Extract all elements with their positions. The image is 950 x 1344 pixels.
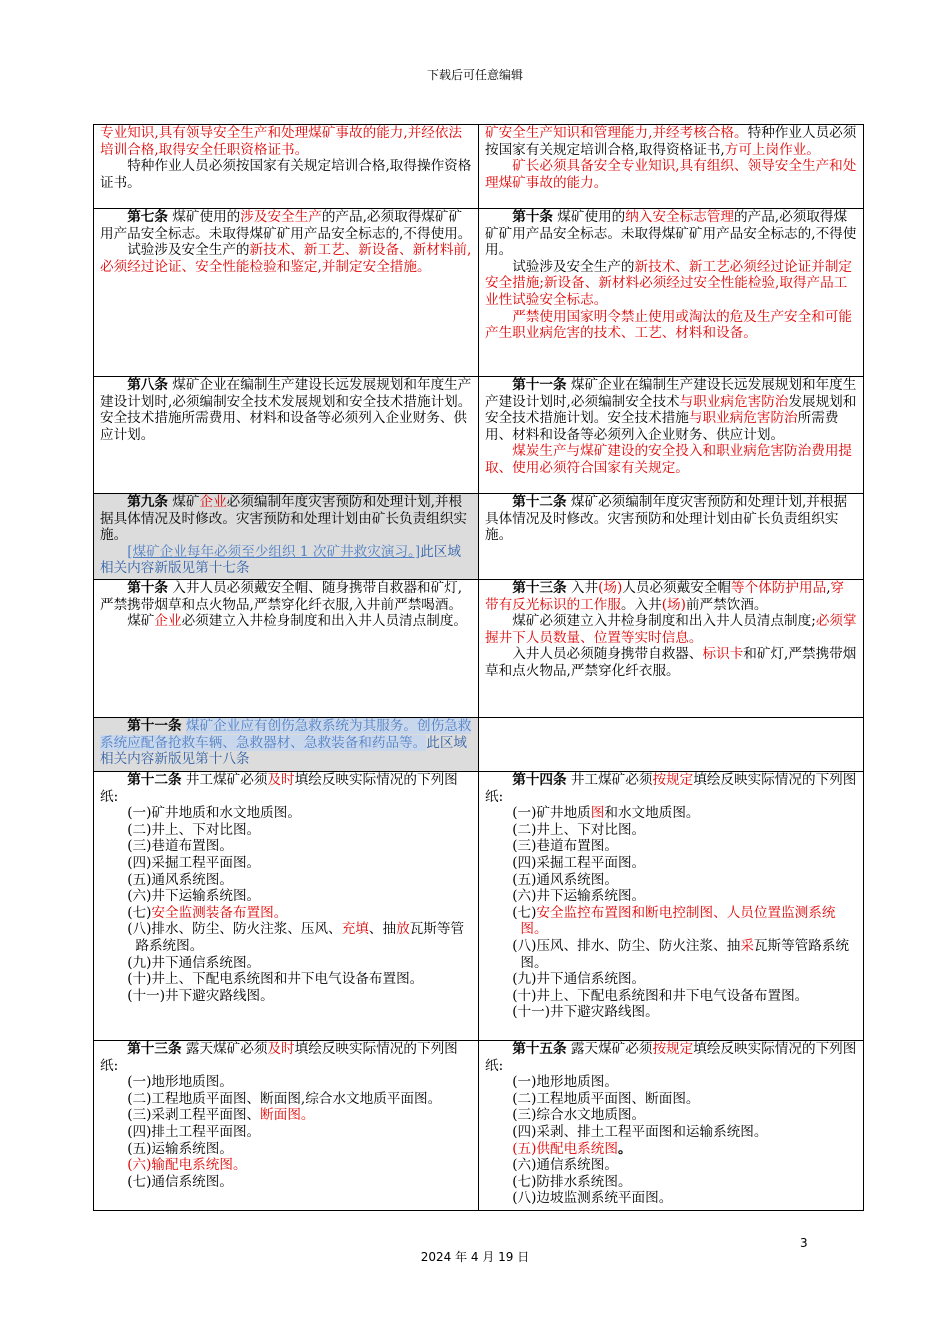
article-paragraph [100, 888, 472, 905]
text-run: 图 [590, 805, 605, 822]
text-run: 按规定 [652, 772, 694, 788]
text-run: (四)采剥、排土工程平面图和运输系统图。 [512, 1123, 768, 1140]
article-paragraph [485, 1190, 857, 1207]
new-version-cell [479, 125, 864, 209]
text-run: 第十五条 [512, 1041, 567, 1057]
text-run: 填绘反映实际情况的下列图纸: [485, 772, 857, 805]
text-run: (十一)井下避灾路线图。 [512, 1004, 659, 1021]
article-paragraph [485, 888, 857, 905]
text-run: 第七条 [127, 209, 168, 225]
text-run: 与职业病危害防治 [688, 410, 798, 427]
text-run: 方可上岗作业。 [724, 141, 820, 158]
text-run: (五)通风系统图。 [127, 871, 233, 888]
article-paragraph [485, 1174, 857, 1191]
text-run: 此区域相关内容新版见第十七条 [100, 543, 461, 577]
article-paragraph [100, 209, 472, 242]
text-run: 必须建立入井检身制度和出入井人员清点制度。 [181, 613, 468, 630]
article-paragraph [100, 1174, 472, 1191]
text-run: 供配电系统图 [536, 1140, 618, 1157]
article-paragraph [100, 905, 472, 922]
text-run: (一)矿井地质和水文地质图。 [127, 805, 301, 822]
article-paragraph [100, 158, 472, 191]
text-run: 专业知识,具有领导安全生产和处理煤矿事故的能力,并经依法培训合格,取得安全任职资格证书。 [100, 125, 463, 158]
article-paragraph [485, 1107, 857, 1124]
text-run: (七)通信系统图。 [127, 1173, 233, 1190]
text-run: 企业 [154, 613, 182, 630]
text-run: (场) [661, 596, 686, 613]
text-run: 涉及安全生产 [240, 209, 322, 225]
text-run: (三)巷道布置图。 [512, 838, 618, 855]
new-version-cell [479, 772, 864, 1041]
text-run: (五) [512, 1140, 537, 1157]
old-version-cell [94, 1041, 479, 1211]
text-run: (三)综合水文地质图。 [512, 1107, 646, 1124]
new-version-cell [479, 209, 864, 377]
text-run: 第十条 [512, 209, 553, 225]
text-run: (八)排水、防尘、防火注浆、压风、 [127, 921, 342, 938]
text-run: (二)工程地质平面图、断面图。 [512, 1090, 700, 1107]
text-run: (六)通信系统图。 [512, 1157, 618, 1174]
text-run: (二)井上、下对比图。 [512, 821, 646, 838]
text-run: 煤矿必须编制年度灾害预防和处理计划,并根据具体情况及时修改。灾害预防和处理计划由矿长负责组织实施。 [485, 494, 848, 544]
article-paragraph [485, 988, 857, 1005]
text-run: 、抽 [368, 921, 397, 938]
text-run: 与职业病危害防治 [679, 393, 789, 410]
text-run: 必须掌握井下人员数量、位置等实时信息。 [485, 613, 857, 646]
article-paragraph [485, 125, 857, 158]
text-run: (五)通风系统图。 [512, 871, 618, 888]
article-paragraph [485, 1074, 857, 1091]
text-run: 第十一条 [512, 377, 567, 393]
text-run: 第八条 [127, 377, 168, 393]
article-paragraph [485, 822, 857, 839]
article-paragraph [485, 971, 857, 988]
text-run: (一)地形地质图。 [512, 1074, 618, 1091]
table-row [94, 1041, 864, 1211]
text-run: 第十二条 [127, 772, 182, 788]
text-run: 第十三条 [512, 580, 567, 596]
text-run: 填绘反映实际情况的下列图纸: [100, 1041, 458, 1074]
new-version-cell [479, 494, 864, 580]
page-header: 下载后可任意编辑 [426, 68, 523, 82]
article-paragraph [100, 855, 472, 872]
text-run: (十一)井下避灾路线图。 [127, 987, 274, 1004]
text-run: (三)巷道布置图。 [127, 838, 233, 855]
page-number: 3 [800, 1236, 808, 1250]
text-run: 新技术、新工艺、新设备、新材料前,必须经过论证、安全性能检验和鉴定,并制定安全措施。 [100, 242, 472, 275]
text-run: 矿长必须具备安全专业知识,具有组织、领导安全生产和处理煤矿事故的能力。 [485, 158, 857, 191]
regulation-comparison-table [93, 124, 864, 1211]
article-paragraph [485, 1004, 857, 1021]
text-run: 瓦斯等管路系统图。 [135, 921, 465, 954]
old-version-cell [94, 209, 479, 377]
new-version-cell [479, 377, 864, 494]
article-paragraph [100, 1157, 472, 1174]
article-paragraph [100, 955, 472, 972]
text-run: 人员必须戴安全帽 [622, 580, 732, 596]
text-run: 入井人员必须戴安全帽、随身携带自救器和矿灯,严禁携带烟草和点火物品,严禁穿化纤衣服,入井前严禁喝酒。 [100, 580, 463, 613]
text-run: 试验涉及安全生产的 [127, 242, 250, 259]
article-paragraph [485, 613, 857, 646]
text-run: (一)矿井地质 [512, 805, 591, 822]
article-paragraph [485, 872, 857, 889]
text-run: 煤炭生产与煤矿建设的安全投入和职业病危害防治费用提取、使用必须符合国家有关规定。 [485, 443, 853, 476]
old-version-cell [94, 494, 479, 580]
text-run: 安全监测装备布置图。 [151, 904, 288, 921]
text-run: 新技术、新工艺必须经过论证并制定安全措施;新设备、新材料必须经过安全性能检验,取得产品工业性试验安全标志。 [485, 258, 853, 308]
footer-date: 2024 年 4 月 19 日 [420, 1250, 530, 1264]
text-run: 按规定 [652, 1041, 694, 1057]
old-version-cell [94, 772, 479, 1041]
text-run: 煤矿必须建立入井检身制度和出入井人员清点制度; [512, 613, 816, 630]
article-paragraph [100, 125, 472, 158]
new-version-cell [479, 580, 864, 718]
article-paragraph [485, 1124, 857, 1141]
text-run: 必须编制年度灾害预防和处理计划,并根据具体情况及时修改。灾害预防和处理计划由矿长负责组织实施。 [100, 494, 468, 544]
article-paragraph [485, 309, 857, 342]
article-paragraph [485, 377, 857, 443]
old-version-cell [94, 125, 479, 209]
text-run: 煤矿使用的 [167, 209, 241, 225]
article-paragraph [100, 838, 472, 855]
article-paragraph [485, 158, 857, 191]
text-run: 煤矿企业在编制生产建设长远发展规划和年度生产建设计划时,必须编制安全技术 [485, 377, 857, 410]
text-run: 煤矿 [167, 494, 200, 510]
text-run: 企业 [199, 494, 227, 510]
text-run: 第九条 [127, 494, 168, 510]
article-paragraph [485, 580, 857, 613]
text-run: (六)井下运输系统图。 [512, 888, 646, 905]
text-run: (四)排土工程平面图。 [127, 1123, 261, 1140]
text-run: 露天煤矿必须 [181, 1041, 268, 1057]
article-paragraph [485, 209, 857, 259]
text-run: 入井 [566, 580, 599, 596]
text-run: (七) [127, 904, 152, 921]
article-paragraph [100, 1141, 472, 1158]
text-run: (五)运输系统图。 [127, 1140, 233, 1157]
text-run: (场) [598, 580, 623, 596]
text-run: 井工煤矿必须 [181, 772, 268, 788]
article-paragraph [485, 1141, 857, 1158]
text-run: 断面图。 [260, 1107, 315, 1124]
article-paragraph [100, 494, 472, 544]
text-run: 矿安全生产知识和管理能力,并经考核合格。 [485, 125, 748, 141]
text-run: 填绘反映实际情况的下列图纸: [100, 772, 458, 805]
article-paragraph [485, 772, 857, 805]
text-run: 和水文地质图。 [604, 805, 700, 822]
text-run: 的产品,必须取得煤矿矿用产品安全标志。未取得煤矿矿用产品安全标志的,不得使用。 [485, 209, 857, 259]
text-run: 前严禁饮酒。 [685, 596, 768, 613]
text-run: (四)采掘工程平面图。 [127, 854, 261, 871]
table-row [94, 580, 864, 718]
text-run: (七)防排水系统图。 [512, 1173, 632, 1190]
article-paragraph [100, 805, 472, 822]
text-run: 煤矿企业应有创伤急救系统为其服务。创伤急救系统应配备抢救车辆、急救器材、急救装备和药品等。 [100, 718, 472, 751]
text-run: 第十二条 [512, 494, 567, 510]
article-paragraph [100, 1124, 472, 1141]
text-run: 放 [396, 921, 410, 938]
article-paragraph [485, 805, 857, 822]
article-paragraph [100, 921, 472, 954]
text-run: (二)工程地质平面图、断面图,综合水文地质平面图。 [127, 1090, 442, 1107]
table-row [94, 209, 864, 377]
text-run: (六)井下运输系统图。 [127, 888, 261, 905]
article-paragraph [485, 905, 857, 938]
article-paragraph [100, 1091, 472, 1108]
text-run: 第十一条 [127, 718, 182, 734]
text-run: 标识卡 [702, 646, 744, 663]
text-run: 。入井 [620, 596, 662, 613]
text-run: 特种作业人员必须按国家有关规定培训合格,取得资格证书, [485, 125, 857, 158]
text-run: 露天煤矿必须 [566, 1041, 653, 1057]
old-version-cell [94, 377, 479, 494]
article-paragraph [100, 1074, 472, 1091]
text-run: 填绘反映实际情况的下列图纸: [485, 1041, 857, 1074]
text-run: 入井人员必须随身携带自救器、 [512, 646, 703, 663]
text-run: 严禁使用国家明令禁止使用或淘汰的危及生产安全和可能产生职业病危害的技术、工艺、材料和设备。 [485, 308, 853, 342]
text-run: (六)输配电系统图。 [127, 1157, 247, 1174]
text-run: 及时 [267, 1041, 295, 1057]
text-run: 的产品,必须取得煤矿矿用产品安全标志。未取得煤矿矿用产品安全标志的,不得使用。 [100, 209, 472, 242]
article-paragraph [485, 938, 857, 971]
table-row [94, 377, 864, 494]
text-run: 第十三条 [127, 1041, 182, 1057]
new-version-cell [479, 1041, 864, 1211]
text-run: 及时 [267, 772, 295, 788]
article-paragraph [100, 772, 472, 805]
article-paragraph [100, 872, 472, 889]
article-paragraph [100, 971, 472, 988]
text-run: 此区域相关内容新版见第十八条 [100, 734, 468, 768]
text-run: 煤矿企业在编制生产建设长远发展规划和年度生产建设计划时,必须编制安全技术发展规划和安全技术措施计划。安全技术措施所需费用、材料和设备等必须列入企业财务、供应计划。 [100, 377, 472, 443]
text-run: 充填 [341, 921, 369, 938]
text-run: 井工煤矿必须 [566, 772, 653, 788]
text-run: (七) [512, 904, 537, 921]
article-paragraph [485, 494, 857, 544]
article-paragraph [485, 838, 857, 855]
text-run: (九)井下通信系统图。 [512, 971, 646, 988]
text-run: , [826, 580, 831, 596]
text-run: (十)井上、下配电系统图和井下电气设备布置图。 [512, 987, 809, 1004]
text-run: 发展规划和安全技术措施计划。安全技术措施 [485, 393, 857, 427]
article-paragraph [485, 1041, 857, 1074]
text-run: 第十四条 [512, 772, 567, 788]
text-run: (九)井下通信系统图。 [127, 954, 261, 971]
text-run: 安全监控布置图和断电控制图、人员位置监测系统图。 [520, 904, 836, 938]
old-version-cell [94, 718, 479, 772]
old-version-cell [94, 580, 479, 718]
article-paragraph [100, 718, 472, 768]
table-row [94, 125, 864, 209]
article-paragraph [100, 377, 472, 443]
article-paragraph [100, 1107, 472, 1124]
article-paragraph [485, 1091, 857, 1108]
article-paragraph [100, 580, 472, 613]
article-paragraph [485, 855, 857, 872]
article-paragraph [100, 544, 472, 577]
text-run: 采 [740, 937, 754, 954]
text-run: (八)压风、排水、防尘、防火注浆、抽 [512, 937, 741, 954]
text-run: 等个体防护用品 [731, 580, 827, 596]
text-run: (三)采剥工程平面图、 [127, 1107, 261, 1124]
text-run: (十)井上、下配电系统图和井下电气设备布置图。 [127, 971, 424, 988]
text-run: 第十条 [127, 580, 168, 596]
text-run: 特种作业人员必须按国家有关规定培训合格,取得操作资格证书。 [100, 158, 472, 191]
article-paragraph [485, 259, 857, 309]
text-run: 试验涉及安全生产的 [512, 258, 635, 275]
text-run: 穿带有反光标识的工作服 [485, 580, 845, 613]
table-row [94, 772, 864, 1041]
text-run: 和矿灯,严禁携带烟草和点火物品,严禁穿化纤衣服。 [485, 646, 857, 679]
article-paragraph [100, 822, 472, 839]
text-run: (二)井上、下对比图。 [127, 821, 261, 838]
article-paragraph [100, 242, 472, 275]
article-paragraph [100, 613, 472, 630]
text-run: [煤矿企业每年必须至少组织 1 次矿井救灾演习。] [127, 543, 421, 560]
text-run: 瓦斯等管路系统图。 [520, 937, 850, 971]
text-run: 煤矿 [127, 613, 155, 630]
text-run: 煤矿使用的 [552, 209, 626, 225]
text-run: (八)边坡监测系统平面图。 [512, 1190, 673, 1207]
article-paragraph [485, 1157, 857, 1174]
article-paragraph [100, 988, 472, 1005]
text-run: 。 [617, 1140, 632, 1157]
text-run: (四)采掘工程平面图。 [512, 854, 646, 871]
table-row [94, 718, 864, 772]
text-run: 纳入安全标志管理 [625, 209, 735, 225]
new-version-cell [479, 718, 864, 772]
text-run: 所需费用、材料和设备等必须列入企业财务、供应计划。 [485, 410, 839, 443]
article-paragraph [100, 1041, 472, 1074]
article-paragraph [485, 443, 857, 476]
article-paragraph [485, 646, 857, 679]
table-row [94, 494, 864, 580]
text-run: (一)地形地质图。 [127, 1074, 233, 1091]
